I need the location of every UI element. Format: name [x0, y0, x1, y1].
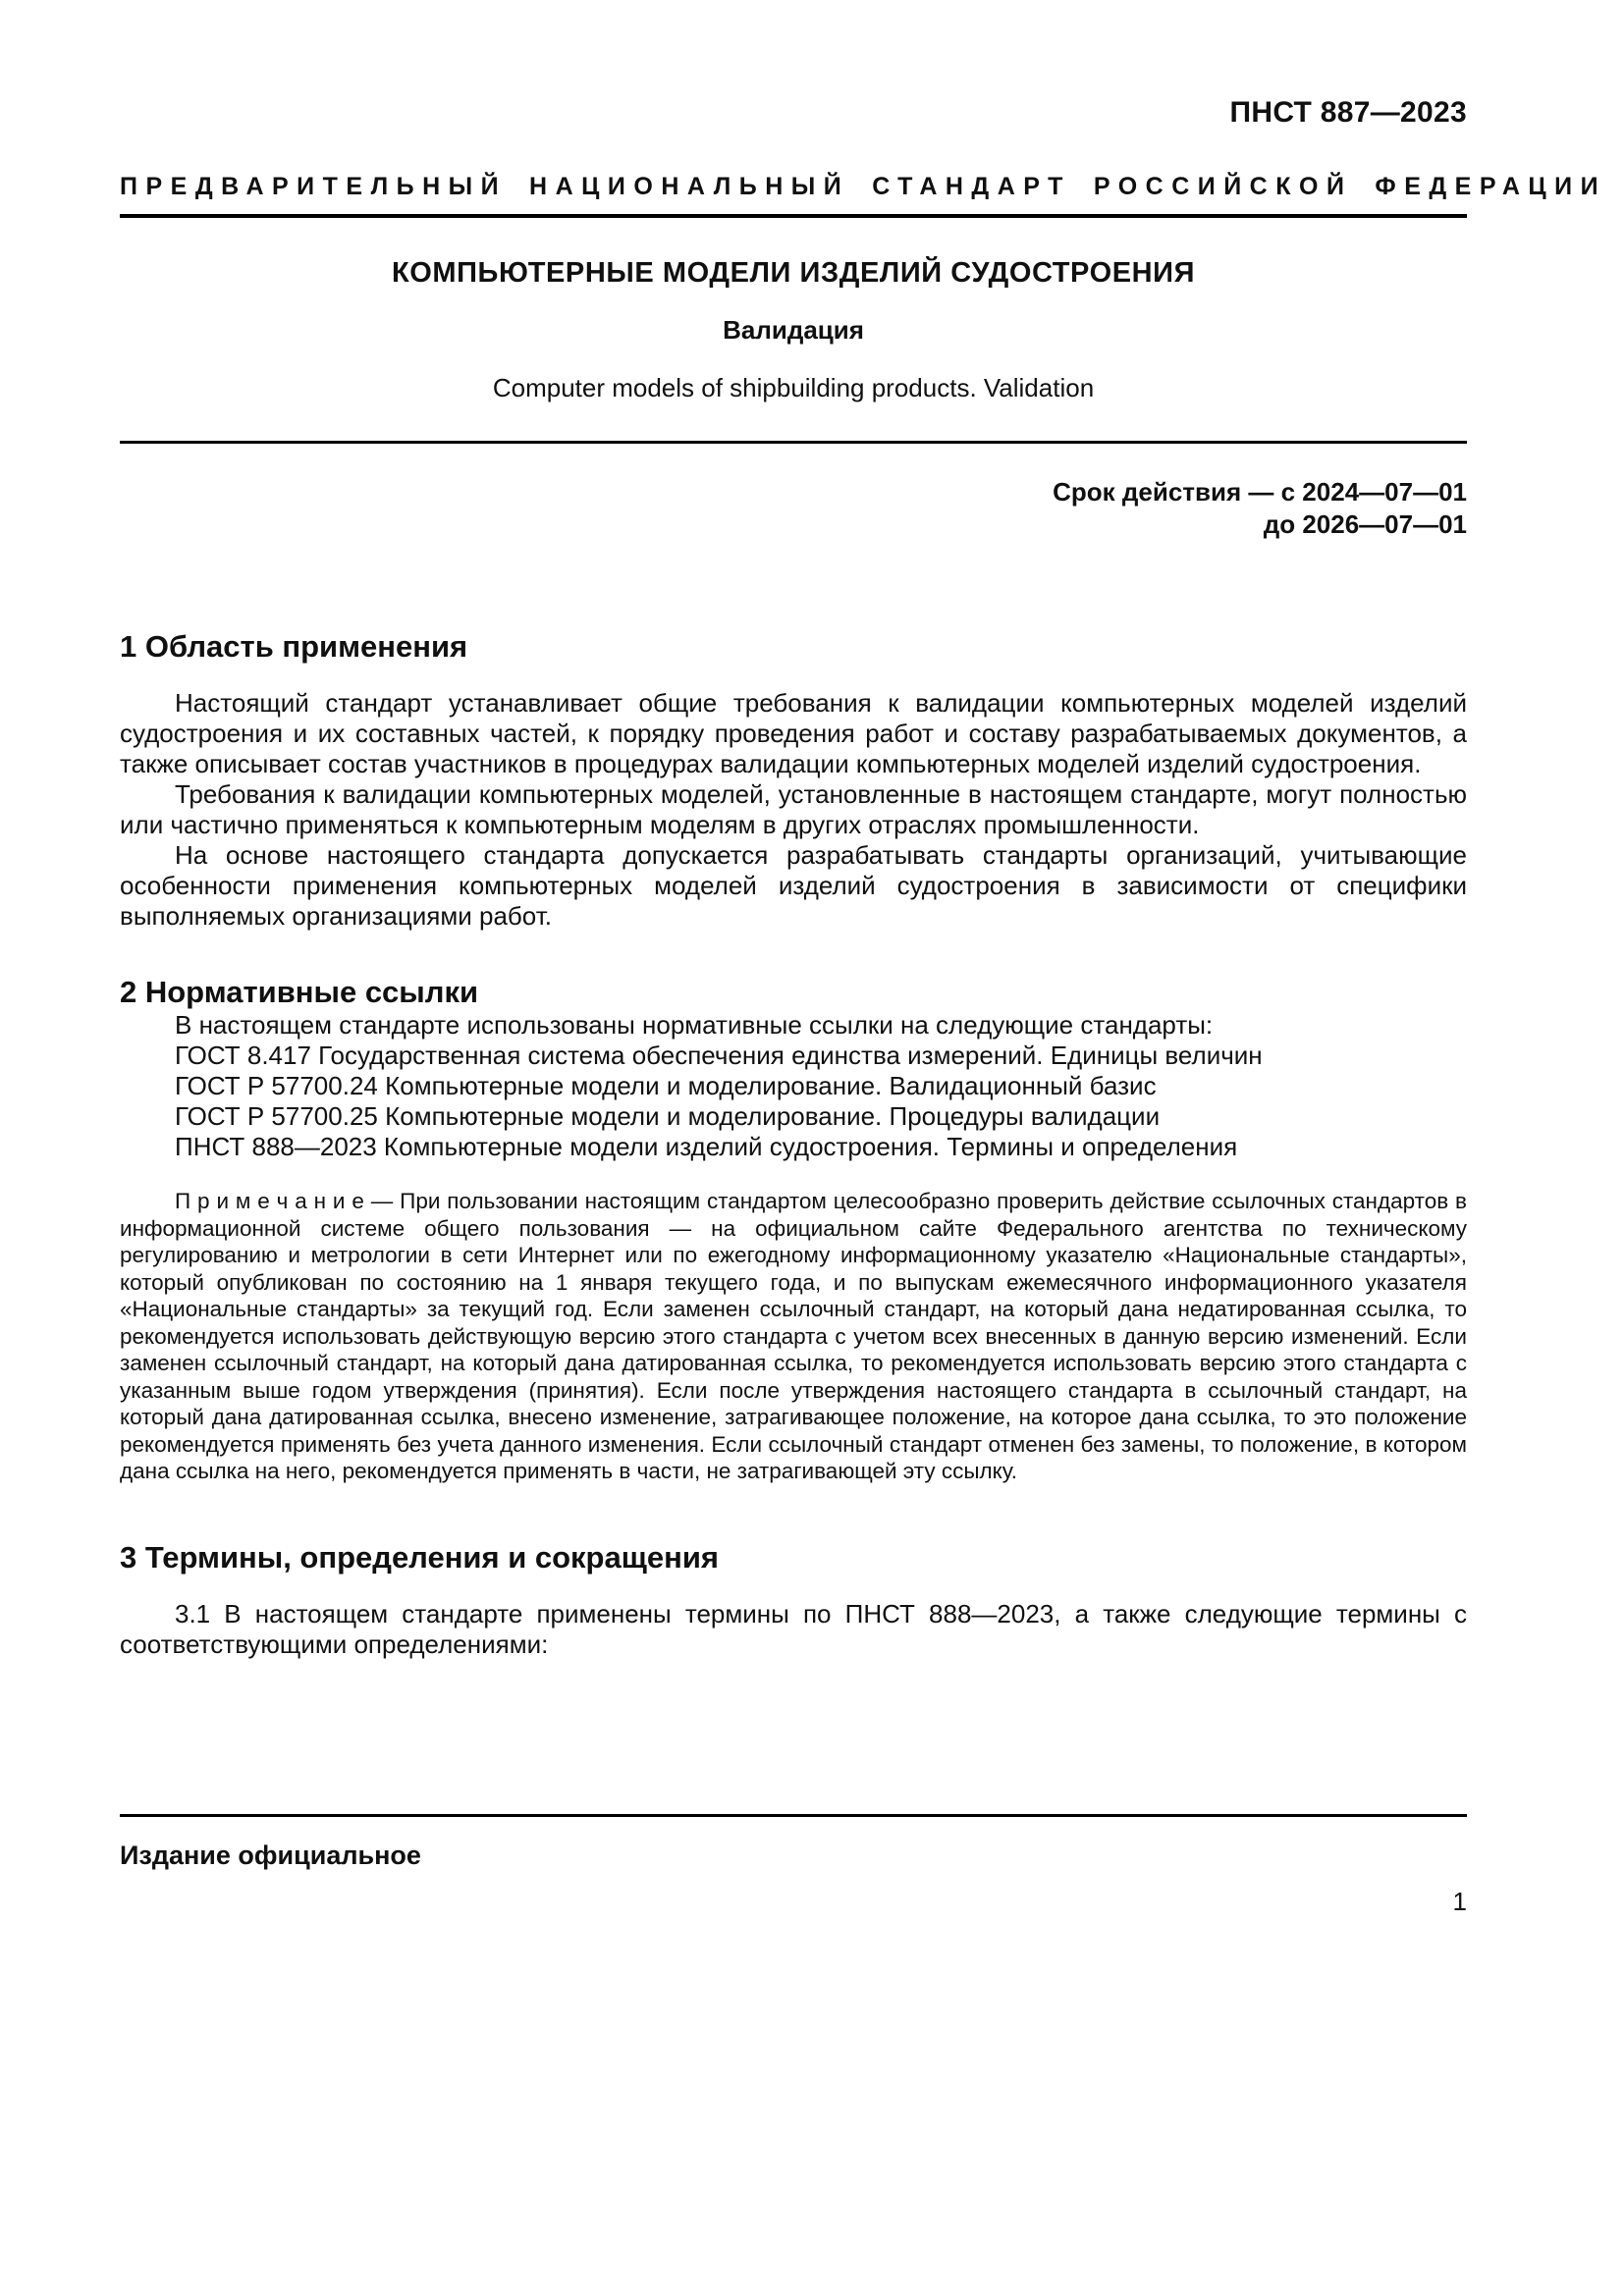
reference-item: ГОСТ Р 57700.24 Компьютерные модели и моделирование. Валидационный базис: [175, 1071, 1157, 1100]
validity-from: Срок действия — с 2024—07—01: [1053, 477, 1467, 507]
section-1-paragraph: Требования к валидации компьютерных моделей, установленные в настоящем стандарте, могут полностью или частично применяться к компьютерным моделям в других отраслях промышленности.: [120, 779, 1467, 839]
references-intro: В настоящем стандарте использованы нормативные ссылки на следующие стандарты:: [175, 1010, 1214, 1040]
validity-to: до 2026—07—01: [1263, 509, 1467, 539]
reference-item: ГОСТ 8.417 Государственная система обеспечения единства измерений. Единицы величин: [175, 1041, 1263, 1070]
document-subtitle-ru: Валидация: [723, 315, 864, 345]
official-edition-label: Издание официальное: [120, 1841, 421, 1870]
title-rule: [120, 441, 1467, 444]
section-2-heading: 2 Нормативные ссылки: [120, 975, 479, 1009]
section-3-heading: 3 Термины, определения и сокращения: [120, 1539, 719, 1575]
footer-rule: [120, 1814, 1467, 1817]
reference-item: ПНСТ 888—2023 Компьютерные модели изделий судостроения. Термины и определения: [175, 1132, 1238, 1161]
document-title-ru: КОМПЬЮТЕРНЫЕ МОДЕЛИ ИЗДЕЛИЙ СУДОСТРОЕНИЯ: [391, 257, 1196, 289]
banner-rule: [120, 214, 1467, 218]
section-1-paragraph: На основе настоящего стандарта допускается разрабатывать стандарты организаций, учитывающие особенности применения компьютерных моделей изделий судостроения в зависимости от специфики выполняемых организациями работ.: [120, 840, 1467, 931]
section-3-paragraph: 3.1 В настоящем стандарте применены термины по ПНСТ 888—2023, а также следующие термины с соответствующими определениями:: [120, 1598, 1467, 1659]
validity-period: [120, 476, 1467, 541]
reference-item: ГОСТ Р 57700.25 Компьютерные модели и моделирование. Процедуры валидации: [175, 1101, 1161, 1131]
doc-number: ПНСТ 887—2023: [1229, 96, 1467, 129]
page-number: 1: [1452, 1887, 1467, 1916]
document-title-en: Computer models of shipbuilding products. Validation: [492, 373, 1095, 402]
page-content: [120, 0, 1607, 1660]
section-2-note: П р и м е ч а н и е — При пользовании настоящим стандартом целесообразно проверить действие ссылочных стандартов в информационной системе общего пользования — на официальном сайте Федерального агентства по техническому регулированию и метрологии в сети Интернет или по ежегодному информационному указателю «Национальные стандарты», который опубликован по состоянию на 1 января текущего года, и по выпускам ежемесячного информационного указателя «Национальные стандарты» за текущий год. Если заменен ссылочный стандарт, на который дана недатированная ссылка, то рекомендуется использовать действующую версию этого стандарта с учетом всех внесенных в данную версию изменений. Если заменен ссылочный стандарт, на который дана датированная ссылка, то рекомендуется использовать версию этого стандарта с указанным выше годом утверждения (принятия). Если после утверждения настоящего стандарта в ссылочный стандарт, на который дана датированная ссылка, внесено изменение, затрагивающее положение, на которое дана ссылка, то это положение рекомендуется применять без учета данного изменения. Если ссылочный стандарт отменен без замены, то положение, в котором дана ссылка на него, рекомендуется применять в части, не затрагивающей эту ссылку.: [120, 1189, 1467, 1483]
page-footer: [120, 1814, 1467, 1917]
standard-type-banner: ПРЕДВАРИТЕЛЬНЫЙ НАЦИОНАЛЬНЫЙ СТАНДАРТ РОССИЙСКОЙ ФЕДЕРАЦИИ: [120, 173, 1607, 200]
section-1-heading: 1 Область применения: [120, 629, 468, 664]
section-1-paragraph: Настоящий стандарт устанавливает общие требования к валидации компьютерных моделей изделий судостроения и их составных частей, к порядку проведения работ и составу разрабатываемых документов, а также описывает состав участников в процедурах валидации компьютерных моделей изделий судостроения.: [120, 688, 1467, 778]
